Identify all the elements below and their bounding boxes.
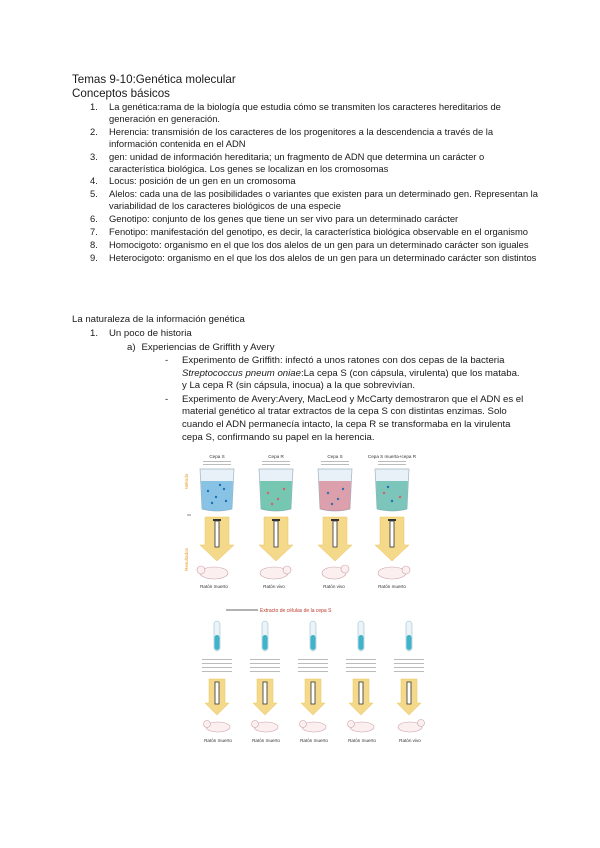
mouse-label: Ratón muerto xyxy=(252,738,280,743)
beaker-label: Cepa S xyxy=(327,454,343,459)
section-heading-naturaleza: La naturaleza de la información genética xyxy=(72,314,245,325)
beaker-cepa-s xyxy=(200,469,234,511)
side-label-metodo: Método xyxy=(184,473,189,489)
document-title: Temas 9-10:Genética molecular xyxy=(72,73,236,86)
mouse-label: Ratón muerto xyxy=(300,738,328,743)
mouse-label: Ratón muerto xyxy=(204,738,232,743)
list-item: 1. La genética:rama de la biología que estudia cómo se transmiten los caracteres hereditarios de generación en generación. xyxy=(90,101,501,124)
mouse-label: Ratón muerto xyxy=(200,584,228,589)
test-tubes xyxy=(214,621,412,651)
list-item: 6. Genotipo: conjunto de los genes que tiene un ser vivo para un determinado carácter xyxy=(90,213,459,225)
list-item: 2. Herencia: transmisión de los caracteres de los progenitores a la descendencia a través de la información contenida en el ADN xyxy=(90,125,494,149)
mouse-label: Ratón vivo xyxy=(323,584,345,589)
experiment-diagram xyxy=(178,449,440,749)
mouse-label: Ratón vivo xyxy=(263,584,285,589)
concepts-list xyxy=(72,101,542,265)
beaker-label: Cepa S xyxy=(209,454,225,459)
list-item: 5. Alelos: cada una de las posibilidades o variantes que existen para un determinado gen. Representan la variabilidad de los caracteres biológicos de una especie xyxy=(90,188,538,212)
griffith-avery-figure xyxy=(178,449,440,749)
beaker-cepa-r xyxy=(259,469,293,511)
griffith-paragraph: - Experimento de Griffith: infectó a unos ratones con dos cepas de la bacteria Streptococcus pneum oniae:La cepa S (con cápsula, virulenta) que los mataba. y La cepa R (sin cápsula, inocua) a la que sobrevivían. xyxy=(165,355,520,392)
mouse-label: Ratón vivo xyxy=(399,738,421,743)
mouse-label: Ratón muerto xyxy=(378,584,406,589)
beaker-cepa-s-muerta xyxy=(318,469,352,511)
section-heading-conceptos: Conceptos básicos xyxy=(72,87,170,100)
beaker-label: Cepa R xyxy=(268,454,284,459)
list-item: 7. Fenotipo: manifestación del genotipo, es decir, la característica biológica observable en el organismo xyxy=(90,226,528,238)
beaker-label: Cepa S muerta+cepa R xyxy=(367,454,417,459)
extract-label: Extracto de células de la cepa S xyxy=(260,608,332,614)
side-label-resultados: Resultados xyxy=(184,548,189,571)
document-page: Temas 9-10:Genética molecular Conceptos básicos 1. La genética:rama de la biología que estudia cómo se transmiten los caracteres hereditarios de generación en generación. 2. Herencia: transmisión de los caracteres de los progenitores a la descendencia a través de la información contenida en el ADN 3. gen: unidad de información hereditaria; un fragmento de ADN que determina un carácter o característica biológica. Los genes se localizan en los cromosomas 4. Locus: posición de un gen en un cromosoma 5. Alelos: cada una de las posibilidades o variantes que existen para un determinado gen. Representan la variabilidad de los caracteres biológicos de una especie 6. Genotipo: conjunto de los genes que tiene un ser vivo para un determinado carácter 7. Fenotipo: manifestación del genotipo, es decir, la característica biológica observable en el organismo 8. Homocigoto: organismo en el que los dos alelos de un gen para un determinado carácter son iguales 9. Heterocigoto: organismo en el que los dos alelos de un gen para un determinado carácter son distintos La naturaleza de la información genética 1. Un poco de historia a) Experiencias de Griffith y Avery - Experimento de Griffith: infectó a unos ratones con dos cepas de la bacteria Streptococcus pneum oniae:La cepa S (con cápsula, virulenta) que los mataba. y La cepa R (sin cápsula, inocua) a la que sobrevivían. - Experimento de Avery:Avery, MacLeod y McCarty demostraron que el ADN es el material genético al tratar extractos de la cepa S con distintas enzimas. Solo cuando el ADN permanecía intacto, la cepa R se transformaba en la virulenta cepa S, confirmando su papel en la herencia. Método Resultados Cepa S Cepa R Cepa S Cepa S muerta+cepa R Ratón muerto Ratón vivo Ratón vivo Ratón muerto Extracto de células de la cepa S Ratón muerto Ratón muerto Ratón muerto Ratón muerto Ratón vivo xyxy=(0,0,600,848)
list-item: 8. Homocigoto: organismo en el que los dos alelos de un gen para un determinado carácter son iguales xyxy=(90,238,529,250)
subsection-griffith-avery: a) Experiencias de Griffith y Avery xyxy=(127,342,275,353)
list-item: 3. gen: unidad de información hereditaria; un fragmento de ADN que determina un carácter o característica biológica. Los genes se localizan en los cromosomas xyxy=(90,150,485,174)
list-item: 4. Locus: posición de un gen en un cromosoma xyxy=(90,175,296,187)
list-item: 9. Heterocigoto: organismo en el que los dos alelos de un gen para un determinado carácter son distintos xyxy=(90,251,537,263)
beaker-mezcla xyxy=(375,469,409,511)
avery-paragraph: - Experimento de Avery:Avery, MacLeod y McCarty demostraron que el ADN es el material genético al tratar extractos de la cepa S con distintas enzimas. Solo cuando el ADN permanecía intacto, la cepa R se transformaba en la virulenta cepa S, confirmando su papel en la herencia. xyxy=(165,393,524,443)
mouse-label: Ratón muerto xyxy=(348,738,376,743)
experiments-list xyxy=(165,355,525,445)
